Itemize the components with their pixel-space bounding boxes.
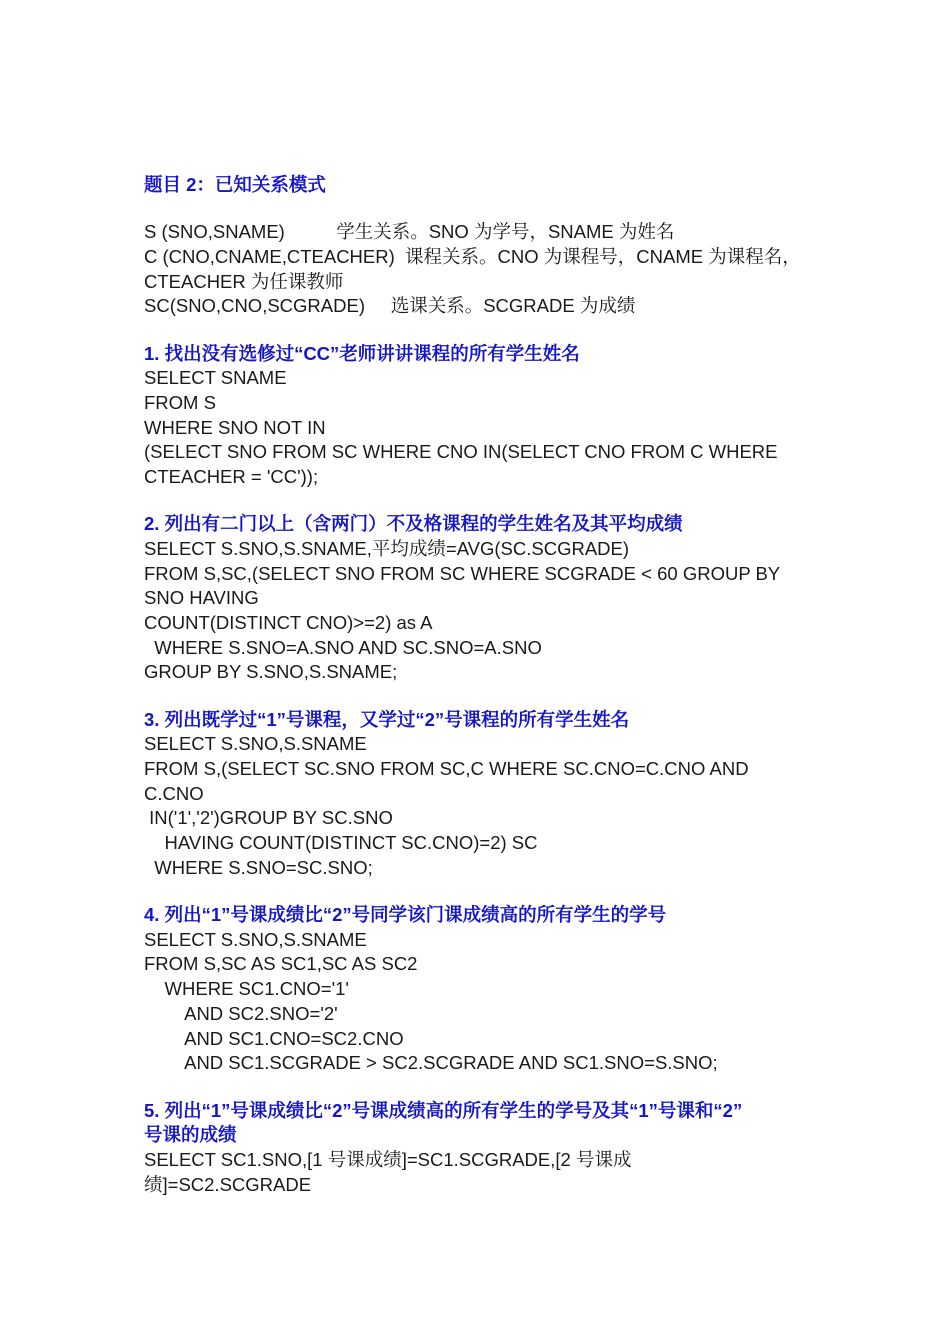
sql-line: CTEACHER = 'CC'));: [144, 466, 319, 488]
document-body: [144, 173, 834, 1197]
sql-line: COUNT(DISTINCT CNO)>=2) as A: [144, 612, 433, 634]
schema-line-c: C (CNO,CNAME,CTEACHER) 课程关系。CNO 为课程号，CNAME 为课程名，: [144, 245, 801, 267]
sql-line: C.CNO: [144, 782, 204, 804]
sql-line: HAVING COUNT(DISTINCT SC.CNO)=2) SC: [144, 832, 538, 854]
question-heading-cont: 号课的成绩: [144, 1124, 237, 1146]
sql-line: AND SC1.CNO=SC2.CNO: [144, 1027, 404, 1049]
schema-line-s: S (SNO,SNAME) 学生关系。SNO 为学号，SNAME 为姓名: [144, 221, 675, 243]
question-2: [144, 512, 834, 685]
sql-line: WHERE SNO NOT IN: [144, 416, 326, 438]
sql-line: FROM S,SC AS SC1,SC AS SC2: [144, 953, 418, 975]
sql-line: FROM S,SC,(SELECT SNO FROM SC WHERE SCGRADE < 60 GROUP BY: [144, 562, 781, 584]
question-3: [144, 708, 834, 881]
sql-line: WHERE SC1.CNO='1': [144, 978, 349, 1000]
sql-line: SELECT SNAME: [144, 367, 287, 389]
document-title: 题目 2：已知关系模式: [144, 174, 326, 195]
sql-line: WHERE S.SNO=SC.SNO;: [144, 856, 373, 878]
sql-line: SELECT S.SNO,S.SNAME: [144, 928, 367, 950]
sql-line: WHERE S.SNO=A.SNO AND SC.SNO=A.SNO: [144, 636, 542, 658]
sql-line: FROM S,(SELECT SC.SNO FROM SC,C WHERE SC.CNO=C.CNO AND: [144, 758, 749, 780]
sql-line: SNO HAVING: [144, 587, 259, 609]
sql-line: SELECT S.SNO,S.SNAME,平均成绩=AVG(SC.SCGRADE): [144, 537, 630, 559]
sql-line: (SELECT SNO FROM SC WHERE CNO IN(SELECT CNO FROM C WHERE: [144, 441, 778, 463]
schema-block: [144, 220, 834, 319]
question-5: [144, 1099, 834, 1198]
question-4: [144, 903, 834, 1076]
spacer: [144, 881, 834, 904]
question-heading: 5. 列出“1”号课成绩比“2”号课成绩高的所有学生的学号及其“1”号课和“2”: [144, 1099, 743, 1121]
question-1: [144, 342, 834, 490]
sql-line: SELECT SC1.SNO,[1 号课成绩]=SC1.SCGRADE,[2 号课成: [144, 1148, 632, 1170]
sql-line: 绩]=SC2.SCGRADE: [144, 1173, 312, 1195]
spacer: [144, 1076, 834, 1099]
question-heading: 2. 列出有二门以上（含两门）不及格课程的学生姓名及其平均成绩: [144, 513, 683, 535]
spacer: [144, 685, 834, 708]
sql-line: GROUP BY S.SNO,S.SNAME;: [144, 661, 398, 683]
spacer: [144, 319, 834, 342]
question-heading: 1. 找出没有选修过“CC”老师讲讲课程的所有学生姓名: [144, 342, 580, 364]
question-heading: 3. 列出既学过“1”号课程，又学过“2”号课程的所有学生姓名: [144, 708, 630, 730]
sql-line: FROM S: [144, 391, 216, 413]
sql-line: AND SC1.SCGRADE > SC2.SCGRADE AND SC1.SNO=S.SNO;: [144, 1052, 718, 1074]
sql-line: AND SC2.SNO='2': [144, 1002, 338, 1024]
sql-line: IN('1','2')GROUP BY SC.SNO: [144, 807, 393, 829]
sql-line: SELECT S.SNO,S.SNAME: [144, 733, 367, 755]
schema-line-sc: SC(SNO,CNO,SCGRADE) 选课关系。SCGRADE 为成绩: [144, 295, 636, 317]
schema-line-c-cont: CTEACHER 为任课教师: [144, 270, 344, 292]
question-heading: 4. 列出“1”号课成绩比“2”号同学该门课成绩高的所有学生的学号: [144, 904, 667, 926]
spacer: [144, 198, 834, 221]
spacer: [144, 490, 834, 513]
